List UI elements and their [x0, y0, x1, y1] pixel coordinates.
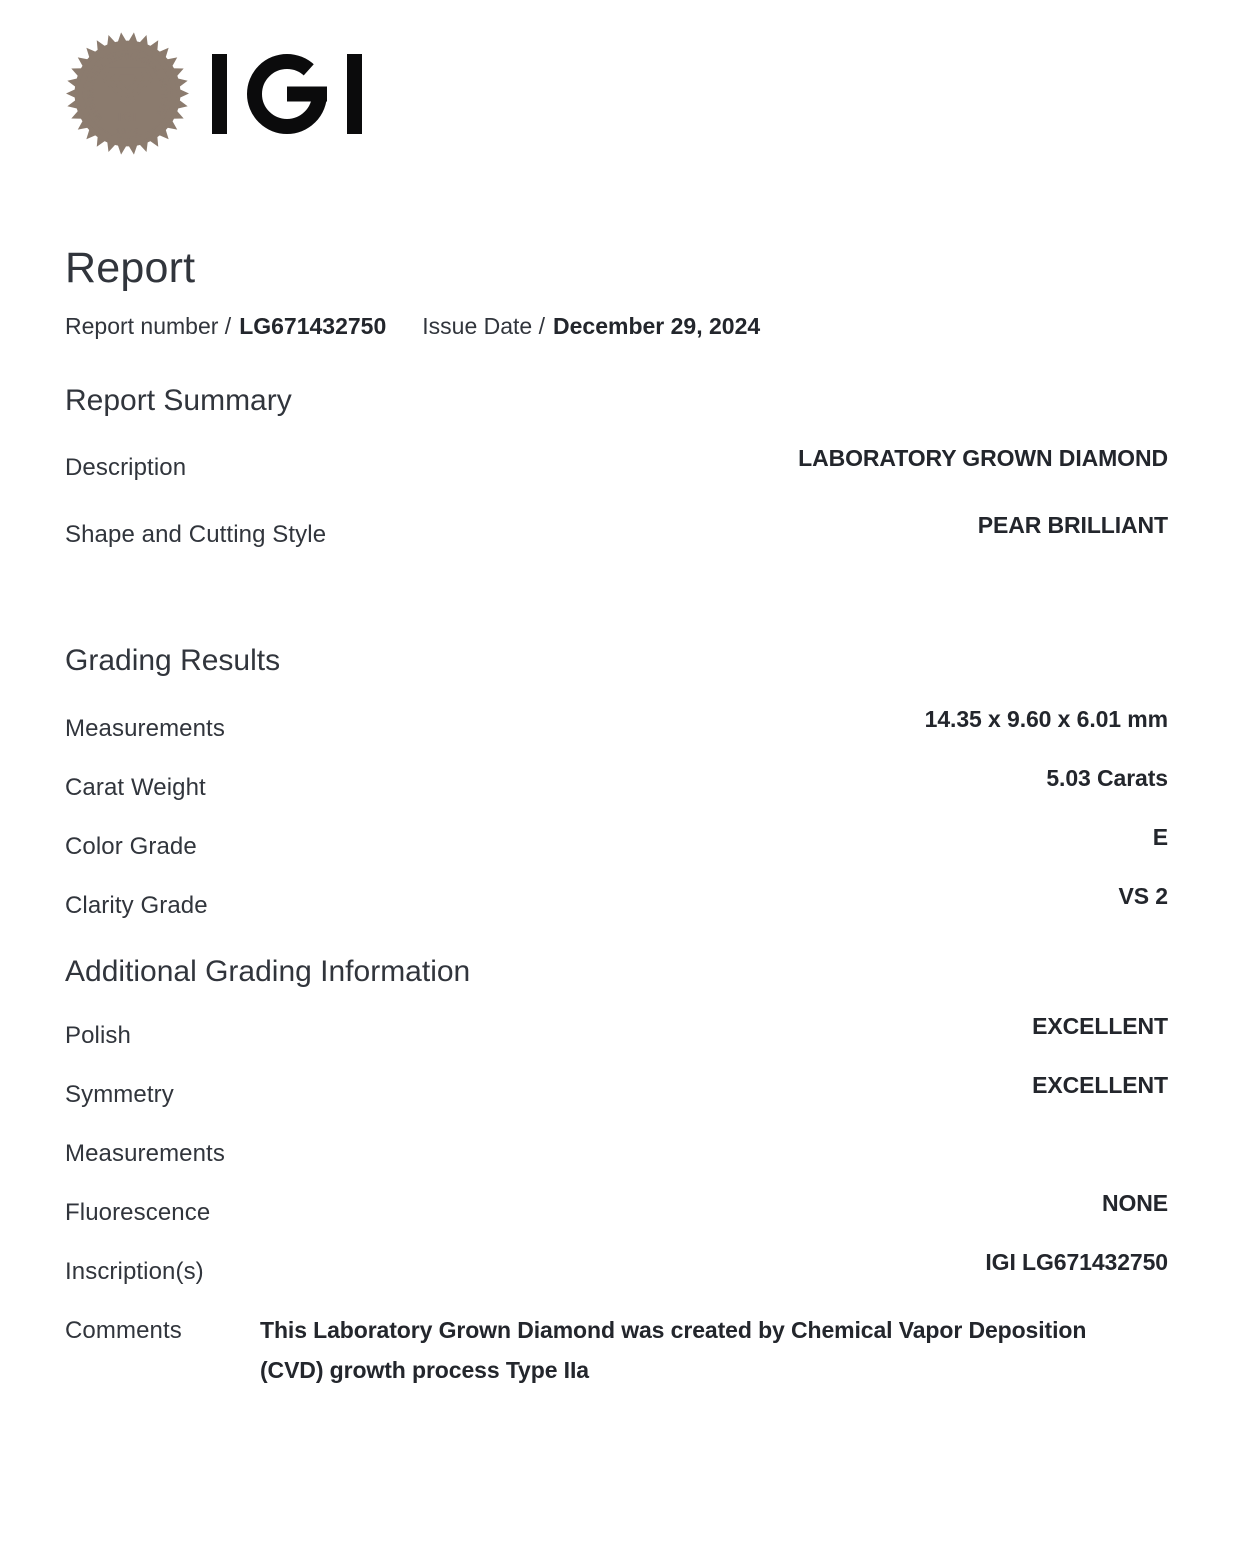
table-row-measurements	[65, 705, 1168, 744]
row-label: Description	[65, 454, 187, 482]
seal-monogram: IGI	[118, 109, 137, 125]
issue-date-label: Issue Date /	[422, 313, 546, 339]
row-label: Symmetry	[65, 1081, 174, 1109]
section-grading-results	[65, 644, 1168, 921]
section-heading: Report Summary	[65, 383, 292, 417]
row-value: VS 2	[1118, 882, 1168, 909]
comments-text: This Laboratory Grown Diamond was created by Chemical Vapor Deposition (CVD) growth process Type IIa	[260, 1317, 1087, 1384]
row-value: NONE	[1101, 1190, 1168, 1217]
seal-ring-text: INTERNATIONAL GEMOLOGICAL INSTITUTE	[85, 50, 170, 123]
table-row-carat-weight	[65, 764, 1168, 803]
seal-year: 1975	[115, 125, 140, 136]
issue-date-value: December 29, 2024	[553, 313, 761, 339]
table-row-symmetry	[65, 1072, 1168, 1110]
table-row-color-grade	[65, 823, 1168, 862]
row-value: PEAR BRILLIANT	[977, 512, 1168, 539]
table-row-description	[65, 445, 1168, 483]
row-label: Inscription(s)	[65, 1258, 204, 1286]
row-value: 5.03 Carats	[1046, 764, 1168, 791]
row-label: Color Grade	[65, 832, 197, 860]
table-row-shape	[65, 512, 1168, 550]
row-label: Measurements	[65, 714, 225, 742]
row-value: 14.35 x 9.60 x 6.01 mm	[924, 705, 1168, 732]
table-row-comments	[65, 1317, 1168, 1397]
wordmark-letter-i1	[212, 54, 227, 134]
report-number-label: Report number /	[65, 313, 232, 339]
row-label: Measurements	[65, 1140, 225, 1168]
table-row-clarity-grade	[65, 882, 1168, 921]
row-value: E	[1152, 823, 1168, 850]
report-meta	[65, 313, 1168, 341]
wordmark-letter-g	[255, 57, 337, 127]
row-value: LABORATORY GROWN DIAMOND	[798, 445, 1168, 472]
row-value: IGI LG671432750	[985, 1249, 1168, 1276]
row-label: Fluorescence	[65, 1199, 211, 1227]
section-report-summary	[65, 384, 1168, 551]
section-heading: Additional Grading Information	[65, 954, 471, 988]
table-row-fluorescence	[65, 1190, 1168, 1228]
row-value: EXCELLENT	[1032, 1013, 1168, 1040]
row-label: Shape and Cutting Style	[65, 521, 327, 549]
row-label: Carat Weight	[65, 773, 206, 801]
section-heading: Grading Results	[65, 644, 281, 678]
igi-logo	[65, 30, 1168, 156]
seal-starburst-icon	[66, 32, 189, 154]
table-row-measurements-2	[65, 1140, 1168, 1169]
table-row-polish	[65, 1013, 1168, 1051]
report-number-value: LG671432750	[239, 313, 387, 339]
section-additional-grading	[65, 955, 1168, 1398]
wordmark-letter-i2	[347, 54, 362, 134]
page-title: Report	[65, 244, 196, 292]
row-label: Comments	[65, 1317, 182, 1345]
igi-wordmark	[212, 48, 362, 140]
row-value: EXCELLENT	[1032, 1072, 1168, 1099]
table-row-inscriptions	[65, 1249, 1168, 1287]
igi-seal-logo	[65, 31, 190, 156]
row-label: Polish	[65, 1022, 131, 1050]
row-label: Clarity Grade	[65, 891, 208, 919]
